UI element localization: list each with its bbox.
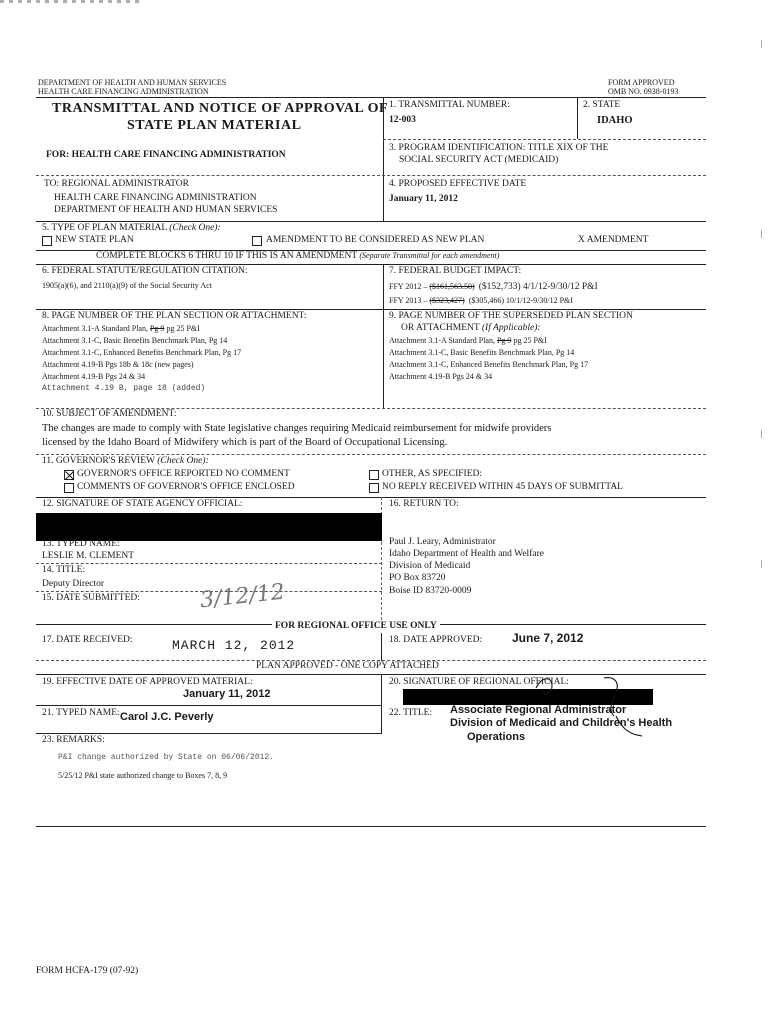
amendment-selected-label: X AMENDMENT: [578, 235, 649, 245]
box8-line3: Attachment 3.1-C, Enhanced Benefits Benchmark Plan, Pg 17: [42, 348, 242, 357]
to-regional-administrator: TO: REGIONAL ADMINISTRATOR: [44, 179, 189, 189]
proposed-effective-date-label: 4. PROPOSED EFFECTIVE DATE: [389, 179, 527, 189]
column-divider: [383, 97, 384, 221]
department-line2: HEALTH CARE FINANCING ADMINISTRATION: [38, 87, 209, 96]
date-submitted-handwritten: 3/12/12: [198, 579, 286, 614]
comments-enclosed-label: COMMENTS OF GOVERNOR'S OFFICE ENCLOSED: [77, 482, 295, 492]
to-hcfa: HEALTH CARE FINANCING ADMINISTRATION: [54, 193, 257, 203]
remarks-label: 23. REMARKS:: [42, 735, 105, 745]
divider: [36, 175, 706, 176]
regional-title-line2: Division of Medicaid and Children's Health: [450, 717, 673, 729]
return-to-line3: Division of Medicaid: [389, 561, 471, 571]
date-received-label: 17. DATE RECEIVED:: [42, 635, 133, 645]
column-divider: [383, 264, 384, 408]
program-identification-label2: SOCIAL SECURITY ACT (MEDICAID): [399, 155, 559, 165]
program-identification-label: 3. PROGRAM IDENTIFICATION: TITLE XIX OF THE: [389, 143, 609, 153]
regional-title-label: 22. TITLE:: [389, 708, 433, 718]
scan-artifact: [0, 0, 140, 3]
date-submitted-label: 15. DATE SUBMITTED:: [42, 593, 140, 603]
divider: [36, 705, 382, 706]
form-approved-label: FORM APPROVED: [608, 78, 675, 87]
no-comment-label: GOVERNOR'S OFFICE REPORTED NO COMMENT: [77, 469, 290, 479]
margin-mark: [761, 230, 762, 238]
box8-line6: Attachment 4.19 B, page 18 (added): [42, 384, 206, 393]
subject-of-amendment-label: 10. SUBJECT OF AMENDMENT:: [42, 409, 177, 419]
transmittal-number-label: 1. TRANSMITTAL NUMBER:: [389, 100, 510, 110]
divider: [36, 563, 382, 564]
omb-number: OMB NO. 0938-0193: [608, 87, 679, 96]
box8-line2: Attachment 3.1-C, Basic Benefits Benchmark Plan, Pg 14: [42, 336, 228, 345]
state-label: 2. STATE: [583, 100, 621, 110]
margin-mark: [761, 40, 762, 48]
transmittal-number-value: 12-003: [389, 115, 416, 125]
typed-name-value: LESLIE M. CLEMENT: [42, 551, 135, 561]
regional-office-heading: FOR REGIONAL OFFICE USE ONLY: [272, 621, 440, 631]
divider: [36, 97, 706, 98]
new-state-plan-checkbox[interactable]: [42, 236, 52, 246]
plan-material-type-label: 5. TYPE OF PLAN MATERIAL (Check One):: [42, 223, 221, 233]
new-state-plan-label: NEW STATE PLAN: [55, 235, 134, 245]
return-to-label: 16. RETURN TO:: [389, 499, 459, 509]
federal-statute-label: 6. FEDERAL STATUTE/REGULATION CITATION:: [42, 266, 248, 276]
date-approved-value: June 7, 2012: [512, 631, 584, 645]
complete-blocks-instruction: COMPLETE BLOCKS 6 THRU 10 IF THIS IS AN AMENDMENT (Separate Transmittal for each amendment): [96, 251, 500, 261]
title-value: Deputy Director: [42, 579, 104, 589]
remarks-line2: 5/25/12 P&I state authorized change to Boxes 7, 8, 9: [58, 771, 228, 780]
signature-state-official-label: 12. SIGNATURE OF STATE AGENCY OFFICIAL:: [42, 499, 243, 509]
federal-statute-value: 1905(a)(6), and 2110(a)(9) of the Social Security Act: [42, 281, 212, 290]
effective-date-approved-label: 19. EFFECTIVE DATE OF APPROVED MATERIAL:: [42, 677, 253, 687]
box9-line4: Attachment 4.19-B Pgs 24 & 34: [389, 372, 493, 381]
divider: [36, 826, 706, 827]
typed-name-regional-label: 21. TYPED NAME:: [42, 708, 120, 718]
regional-title-line1: Associate Regional Administrator: [450, 704, 627, 716]
for-hcfa-line: FOR: HEALTH CARE FINANCING ADMINISTRATION: [46, 150, 286, 160]
divider: [383, 139, 706, 140]
comments-enclosed-checkbox[interactable]: [64, 483, 74, 493]
department-line1: DEPARTMENT OF HEALTH AND HUMAN SERVICES: [38, 78, 227, 87]
to-dhhs: DEPARTMENT OF HEALTH AND HUMAN SERVICES: [54, 205, 278, 215]
no-comment-checkbox[interactable]: [64, 470, 74, 480]
return-to-line2: Idaho Department of Health and Welfare: [389, 549, 544, 559]
form-identifier: FORM HCFA-179 (07-92): [36, 966, 139, 976]
form-title: TRANSMITTAL AND NOTICE OF APPROVAL OF: [52, 101, 389, 116]
divider: [36, 454, 706, 455]
divider: [36, 497, 706, 498]
other-specified-checkbox[interactable]: [369, 470, 379, 480]
federal-budget-impact-label: 7. FEDERAL BUDGET IMPACT:: [389, 266, 522, 276]
superseded-plan-section-label2: OR ATTACHMENT (If Applicable):: [401, 323, 541, 333]
governors-review-label: 11. GOVERNOR'S REVIEW (Check One):: [42, 456, 209, 466]
superseded-plan-section-label: 9. PAGE NUMBER OF THE SUPERSEDED PLAN SECTION: [389, 311, 633, 321]
amendment-as-new-plan-checkbox[interactable]: [252, 236, 262, 246]
return-to-line5: Boise ID 83720-0009: [389, 586, 472, 596]
subject-line1: The changes are made to comply with State legislative changes requiring Medicaid reimbursement for midwife providers: [42, 423, 552, 434]
no-reply-label: NO REPLY RECEIVED WITHIN 45 DAYS OF SUBMITTAL: [382, 482, 623, 492]
divider: [36, 264, 706, 265]
redacted-signature: [36, 513, 382, 541]
box8-line1: Attachment 3.1-A Standard Plan, Pg 9 pg 25 P&I: [42, 324, 200, 333]
divider: [36, 221, 706, 222]
date-received-value: MARCH 12, 2012: [172, 638, 296, 653]
remarks-line1: P&I change authorized by State on 06/06/2012.: [58, 753, 275, 762]
return-to-line1: Paul J. Leary, Administrator: [389, 537, 496, 547]
title-label: 14. TITLE:: [42, 565, 86, 575]
box9-line2: Attachment 3.1-C, Basic Benefits Benchmark Plan, Pg 14: [389, 348, 575, 357]
no-reply-checkbox[interactable]: [369, 483, 379, 493]
box8-line4: Attachment 4.19-B Pgs 18b & 18c (new pages): [42, 360, 194, 369]
typed-name-label: 13. TYPED NAME:: [42, 539, 120, 549]
divider: [36, 733, 382, 734]
regional-title-line3: Operations: [467, 731, 526, 743]
subject-line2: licensed by the Idaho Board of Midwifery which is part of the Board of Occupational Licensing.: [42, 437, 448, 448]
other-specified-label: OTHER, AS SPECIFIED:: [382, 469, 483, 479]
typed-name-regional-value: Carol J.C. Peverly: [120, 711, 214, 723]
ffy2013-line: FFY 2013 – ($323,427) ($305,466) 10/1/12-9/30/12 P&I: [389, 296, 573, 305]
page-number-plan-section-label: 8. PAGE NUMBER OF THE PLAN SECTION OR ATTACHMENT:: [42, 311, 307, 321]
divider: [36, 309, 706, 310]
column-divider: [577, 97, 578, 139]
form-title-line2: STATE PLAN MATERIAL: [127, 118, 302, 133]
return-to-line4: PO Box 83720: [389, 573, 446, 583]
ffy2012-line: FFY 2012 – ($161,563.50) ($152,733) 4/1/12-9/30/12 P&I: [389, 282, 598, 292]
margin-mark: [761, 430, 762, 438]
date-approved-label: 18. DATE APPROVED:: [389, 635, 483, 645]
proposed-effective-date-value: January 11, 2012: [389, 194, 458, 204]
plan-approved-heading: PLAN APPROVED - ONE COPY ATTACHED: [256, 661, 439, 671]
state-value: IDAHO: [597, 115, 633, 126]
box8-line5: Attachment 4.19-B Pgs 24 & 34: [42, 372, 146, 381]
column-divider: [381, 674, 382, 734]
box9-line3: Attachment 3.1-C, Enhanced Benefits Benchmark Plan, Pg 17: [389, 360, 589, 369]
effective-date-approved-value: January 11, 2012: [183, 688, 271, 700]
margin-mark: [761, 560, 762, 568]
amendment-as-new-plan-label: AMENDMENT TO BE CONSIDERED AS NEW PLAN: [266, 235, 485, 245]
column-divider: [381, 633, 382, 661]
box9-line1: Attachment 3.1-A Standard Plan, Pg 9 pg 25 P&I: [389, 336, 547, 345]
signature-regional-official-label: 20. SIGNATURE OF REGIONAL OFFICIAL:: [389, 677, 569, 687]
